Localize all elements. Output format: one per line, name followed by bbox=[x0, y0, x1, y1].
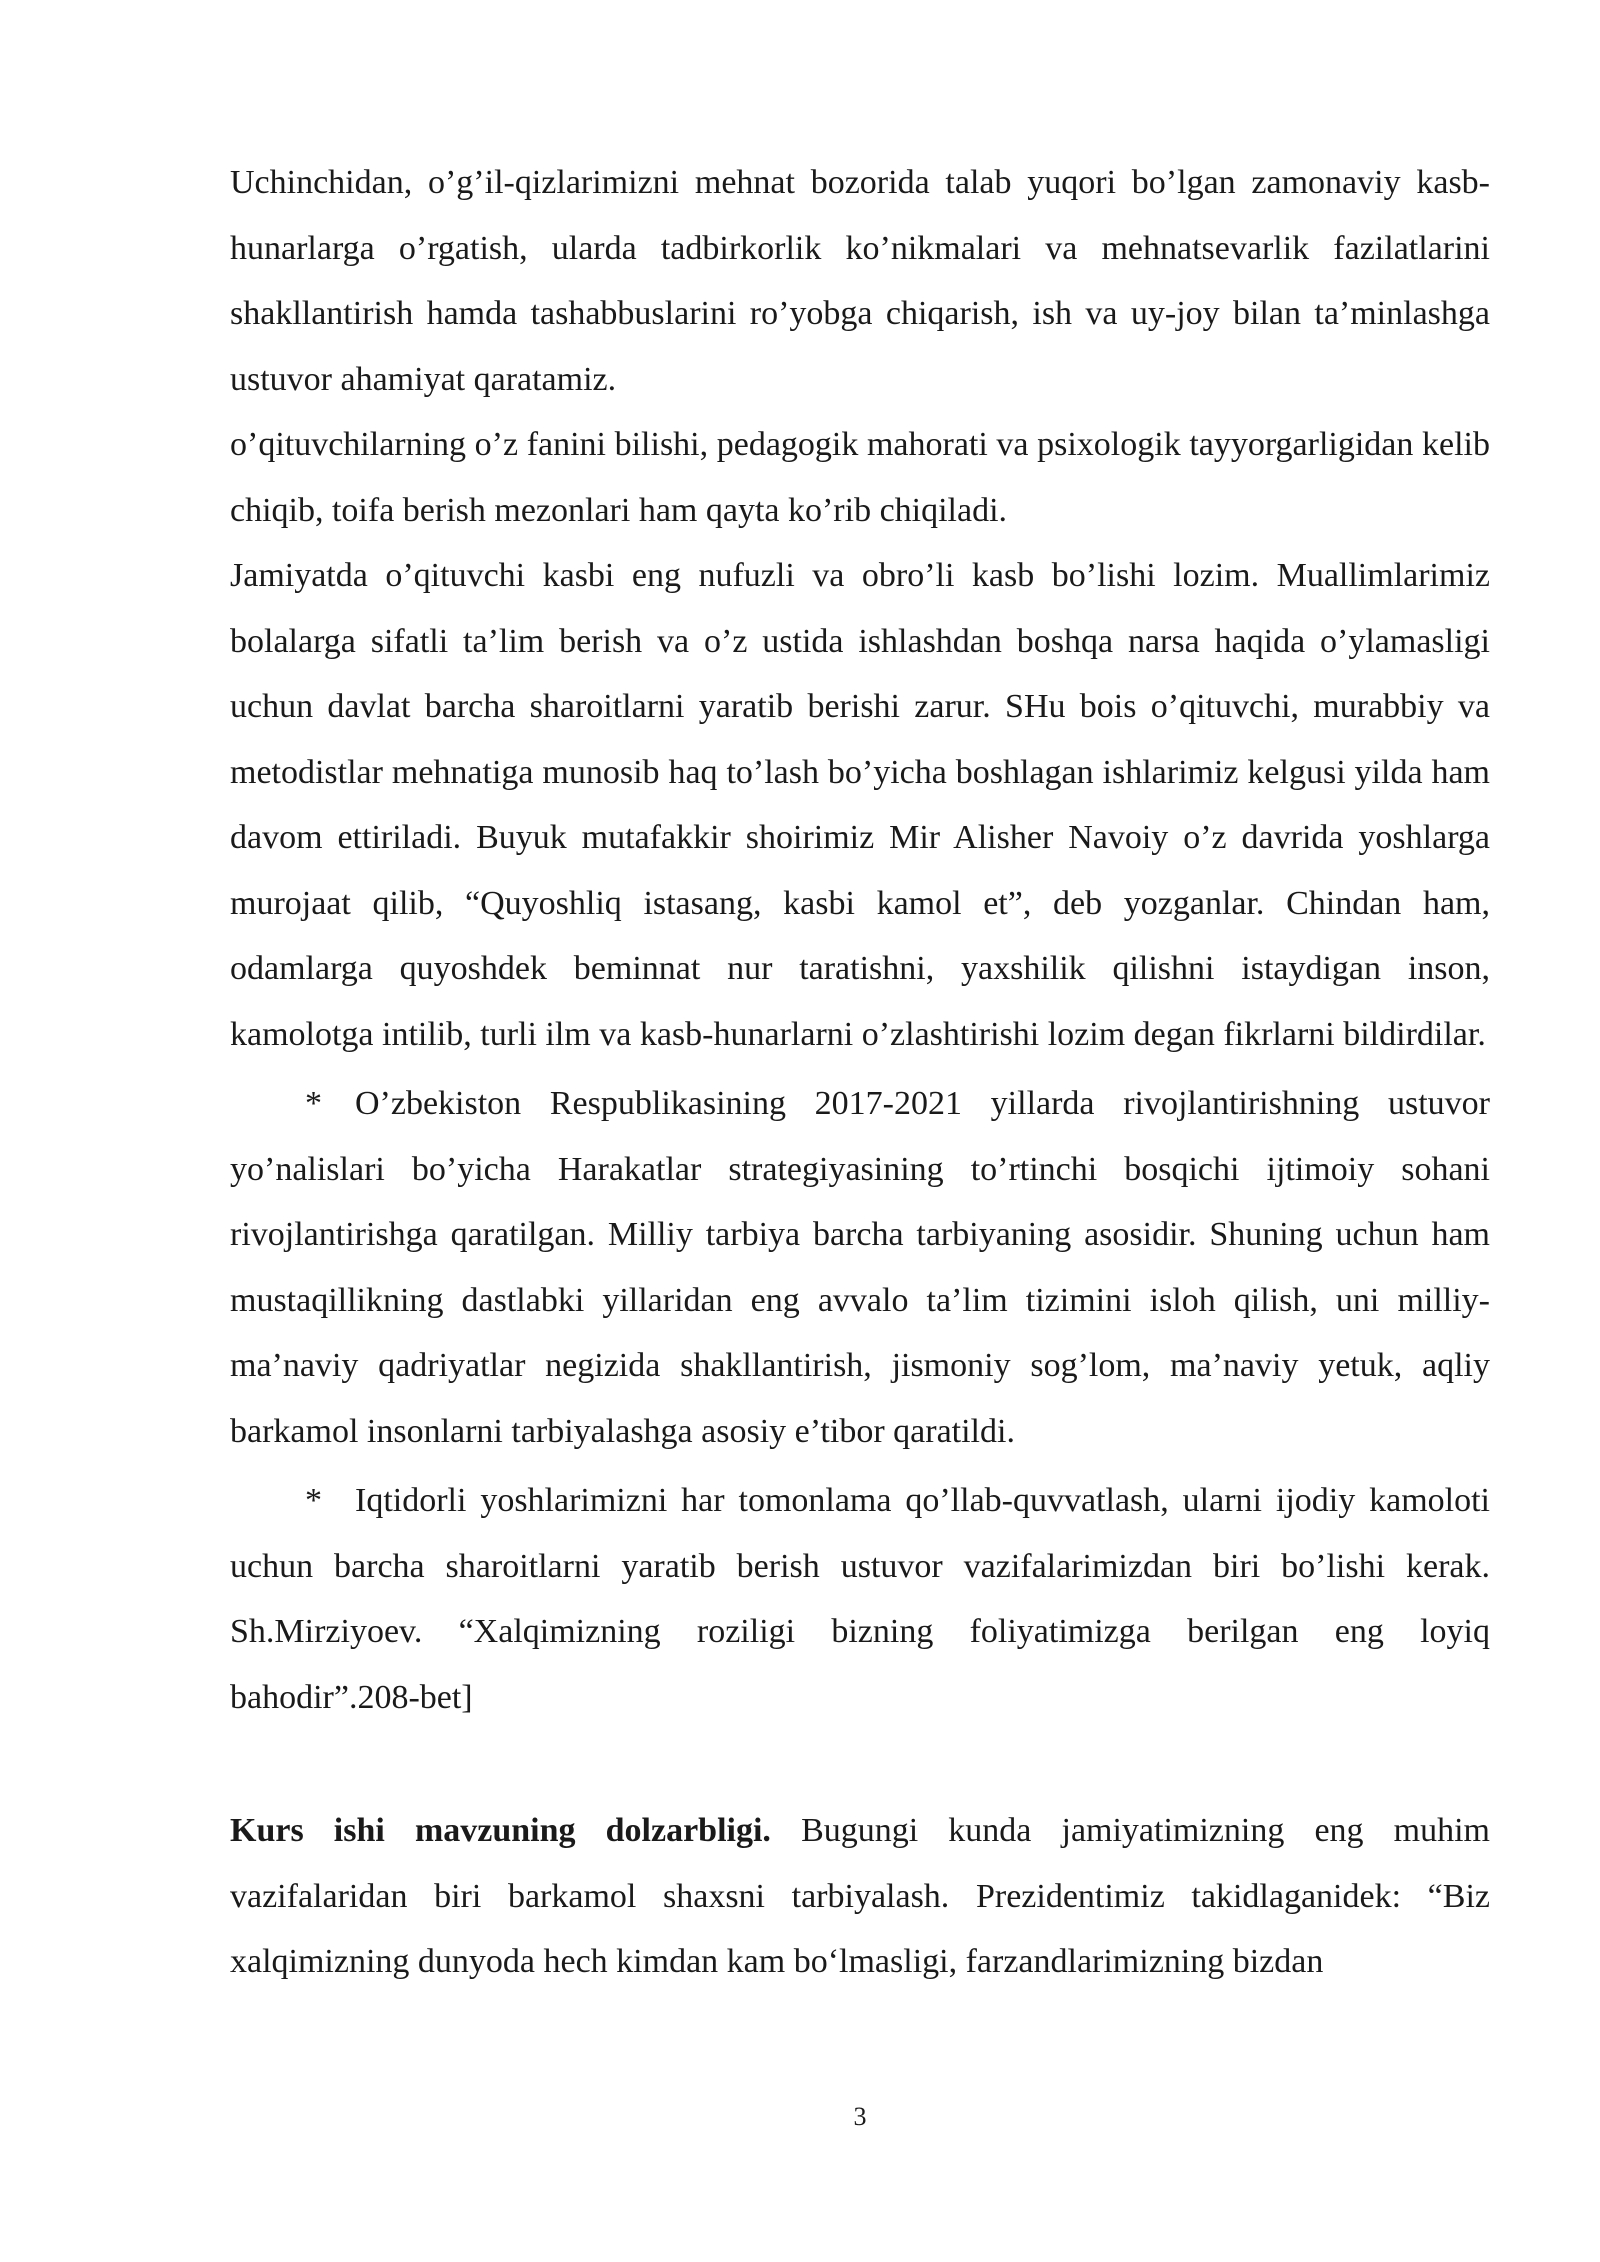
section-heading: Kurs ishi mavzuning dolzarbligi. bbox=[230, 1812, 771, 1849]
section-relevance bbox=[230, 1798, 1490, 1995]
bullet-paragraph-iqtidorli bbox=[230, 1468, 1490, 1730]
bullet-text-iqtidorli: Iqtidorli yoshlarimizni har tomonlama qo’llab-quvvatlash, ularni ijodiy kamoloti uchun barcha sharoitlarni yaratib berish ustuvor vazifalarimizdan biri bo’lishi kerak. Sh.Mirziyoev. “Xalqimizning roziligi bizning foliyatimizga berilgan eng loyiq bahodir”.208-bet] bbox=[230, 1482, 1490, 1716]
paragraph-jamiyatda: Jamiyatda o’qituvchi kasbi eng nufuzli va obro’li kasb bo’lishi lozim. Muallimlarimiz bolalarga sifatli ta’lim berish va o’z ustida ishlashdan boshqa narsa haqida o’ylamasligi uchun davlat barcha sharoitlarni yaratib berishi zarur. SHu bois o’qituvchi, murabbiy va metodistlar mehnatiga munosib haq to’lash bo’yicha boshlagan ishlarimiz kelgusi yilda ham davom ettiriladi. Buyuk mutafakkir shoirimiz Mir Alisher Navoiy o’z davrida yoshlarga murojaat qilib, “Quyoshliq istasang, kasbi kamol et”, deb yozganlar. Chindan ham, odamlarga quyoshdek beminnat nur taratishni, yaxshilik qilishni istaydigan inson, kamolotga intilib, turli ilm va kasb-hunarlarni o’zlashtirishi lozim degan fikrlarni bildirdilar. bbox=[230, 557, 1490, 1053]
paragraph-oqituvchilarning: o’qituvchilarning o’z fanini bilishi, pedagogik mahorati va psixologik tayyorgarligidan kelib chiqib, toifa berish mezonlari ham qayta ko’rib chiqiladi. bbox=[230, 426, 1490, 529]
bullet-text-strategy: O’zbekiston Respublikasining 2017-2021 yillarda rivojlantirishning ustuvor yo’nalislari bo’yicha Harakatlar strategiyasining to’rtinchi bosqichi ijtimoiy sohani rivojlantirishga qaratilgan. Milliy tarbiya barcha tarbiyaning asosidir. Shuning uchun ham mustaqillikning dastlabki yillaridan eng avvalo ta’lim tizimini isloh qilish, uni milliy-ma’naviy qadriyatlar negizida shakllantirish, jismoniy sog’lom, ma’naviy yetuk, aqliy barkamol insonlarni tarbiyalashga asosiy e’tibor qaratildi. bbox=[230, 1085, 1490, 1450]
page-body bbox=[230, 150, 1490, 1995]
bullet-asterisk: * bbox=[305, 1482, 322, 1519]
page-number: 3 bbox=[853, 2102, 867, 2131]
bullet-asterisk: * bbox=[305, 1085, 322, 1122]
bullet-paragraph-strategy bbox=[230, 1071, 1490, 1464]
paragraph-uchinchidan: Uchinchidan, o’g’il-qizlarimizni mehnat bozorida talab yuqori bo’lgan zamonaviy kasb-hunarlarga o’rgatish, ularda tadbirkorlik ko’nikmalari va mehnatsevarlik fazilatlarini shakllantirish hamda tashabbuslarini ro’yobga chiqarish, ish va uy-joy bilan ta’minlashga ustuvor ahamiyat qaratamiz. bbox=[230, 164, 1490, 398]
section-text: Bugungi kunda jamiyatimizning eng muhim vazifalaridan biri barkamol shaxsni tarbiyalash. Prezidentimiz takidlaganidek: “Biz xalqimizning dunyoda hech kimdan kam bo‘lmasligi, farzandlarimizning bizdan bbox=[230, 1812, 1491, 1980]
